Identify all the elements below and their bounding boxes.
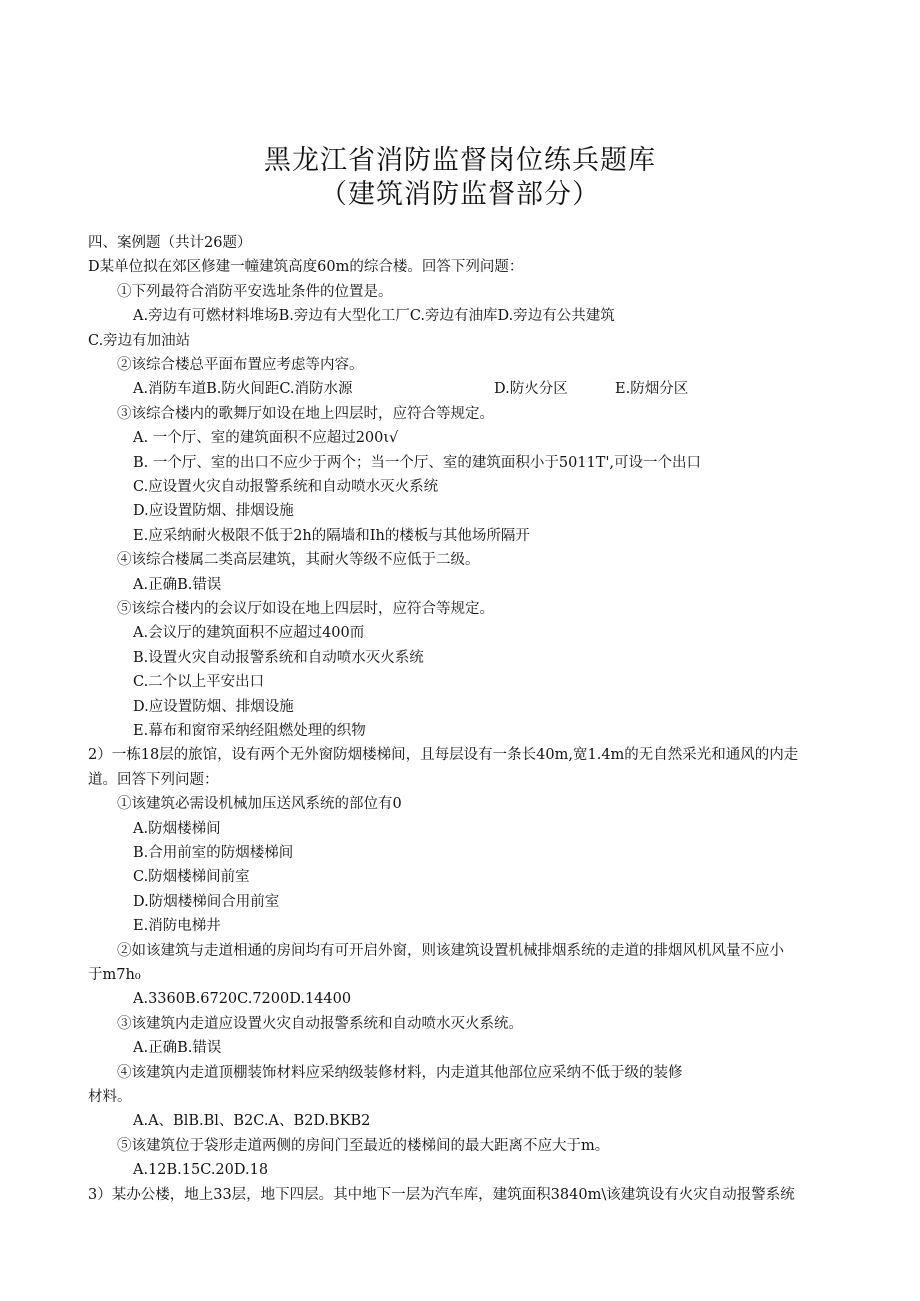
document-subtitle: （建筑消防监督部分）	[320, 179, 600, 210]
text-line: 材料。	[88, 1089, 132, 1105]
text-line: C.防烟楼梯间前室	[133, 869, 250, 886]
text-line: A.会议厅的建筑面积不应超过400而	[133, 625, 365, 642]
text-line: B.设置火灾自动报警系统和自动喷水灭火系统	[133, 649, 424, 666]
text-line: D.应设置防烟、排烟设施	[133, 698, 294, 715]
text-line: D.应设置防烟、排烟设施	[133, 503, 294, 520]
text-line-segment: D.防火分区	[494, 381, 568, 398]
text-line: ②该综合楼总平面布置应考虑等内容。	[117, 357, 364, 373]
text-line: A.3360B.6720C.7200D.14400	[133, 991, 352, 1008]
document-title: 黑龙江省消防监督岗位练兵题库	[264, 145, 656, 176]
text-line: ⑤该建筑位于袋形走道两侧的房间门至最近的楼梯间的最大距离不应大于m。	[117, 1137, 610, 1154]
text-line: 道。回答下列问题：	[88, 771, 219, 788]
text-line: C.应设置火灾自动报警系统和自动喷水灭火系统	[133, 479, 439, 495]
text-line: ②如该建筑与走道相通的房间均有可开启外窗，则该建筑设置机械排烟系统的走道的排烟风机风量不应小	[117, 942, 784, 959]
text-line: C.二个以上平安出口	[133, 674, 265, 691]
text-line: A.正确B.错误	[133, 1040, 222, 1057]
text-line: ①下列最符合消防平安选址条件的位置是。	[117, 283, 393, 300]
text-line: A.旁边有可燃材料堆场B.旁边有大型化工厂C.旁边有油库D.旁边有公共建筑	[133, 308, 615, 325]
text-line: 3）某办公楼，地上33层，地下四层。其中地下一层为汽车库，建筑面积3840m\该建筑设有火灾自动报警系统	[88, 1186, 795, 1203]
text-line: D.防烟楼梯间合用前室	[133, 893, 280, 910]
text-line: ⑤该综合楼内的会议厅如设在地上四层时，应符合等规定。	[117, 601, 494, 617]
text-line: A.A、BlB.Bl、B2C.A、B2D.BKB2	[133, 1113, 371, 1130]
text-line-segment: E.防烟分区	[615, 381, 689, 398]
text-line: 2）一栋18层的旅馆，设有两个无外窗防烟楼梯间，且每层设有一条长40m,宽1.4m的无自然采光和通风的内走	[88, 747, 799, 764]
text-line: ①该建筑必需设机械加压送风系统的部位有0	[117, 796, 402, 813]
text-line: B. 一个厅、室的出口不应少于两个；当一个厅、室的建筑面积小于5011T',可设一个出口	[133, 454, 702, 471]
text-line: ③该综合楼内的歌舞厅如设在地上四层时，应符合等规定。	[117, 405, 494, 422]
text-line: A. 一个厅、室的建筑面积不应超过200ι√	[133, 430, 399, 447]
text-line: A.12B.15C.20D.18	[133, 1162, 269, 1179]
text-line: C.旁边有加油站	[88, 332, 191, 349]
text-line: A.防烟楼梯间	[133, 820, 221, 837]
text-line: ③该建筑内走道应设置火灾自动报警系统和自动喷水灭火系统。	[117, 1015, 523, 1032]
text-line: D某单位拟在郊区修建一幢建筑高度60m的综合楼。回答下列问题：	[88, 259, 524, 276]
text-line: A.消防车道B.防火间距C.消防水源	[133, 381, 353, 398]
text-line: ④该综合楼属二类高层建筑，其耐火等级不应低于二级。	[117, 552, 480, 569]
text-line: 四、案例题（共计26题）	[88, 235, 252, 251]
text-line: E.应采纳耐火极限不低于2h的隔墙和Ih的楼板与其他场所隔开	[133, 527, 530, 544]
text-line: B.合用前室的防烟楼梯间	[133, 845, 294, 861]
text-line: 于m7h₀	[88, 967, 141, 983]
text-line: E.消防电梯井	[133, 918, 221, 935]
text-line: E.幕布和窗帘采纳经阻燃处理的织物	[133, 723, 366, 739]
text-line: ④该建筑内走道顶棚装饰材料应采纳级装修材料，内走道其他部位应采纳不低于级的装修	[117, 1064, 683, 1081]
text-line: A.正确B.错误	[133, 576, 222, 593]
